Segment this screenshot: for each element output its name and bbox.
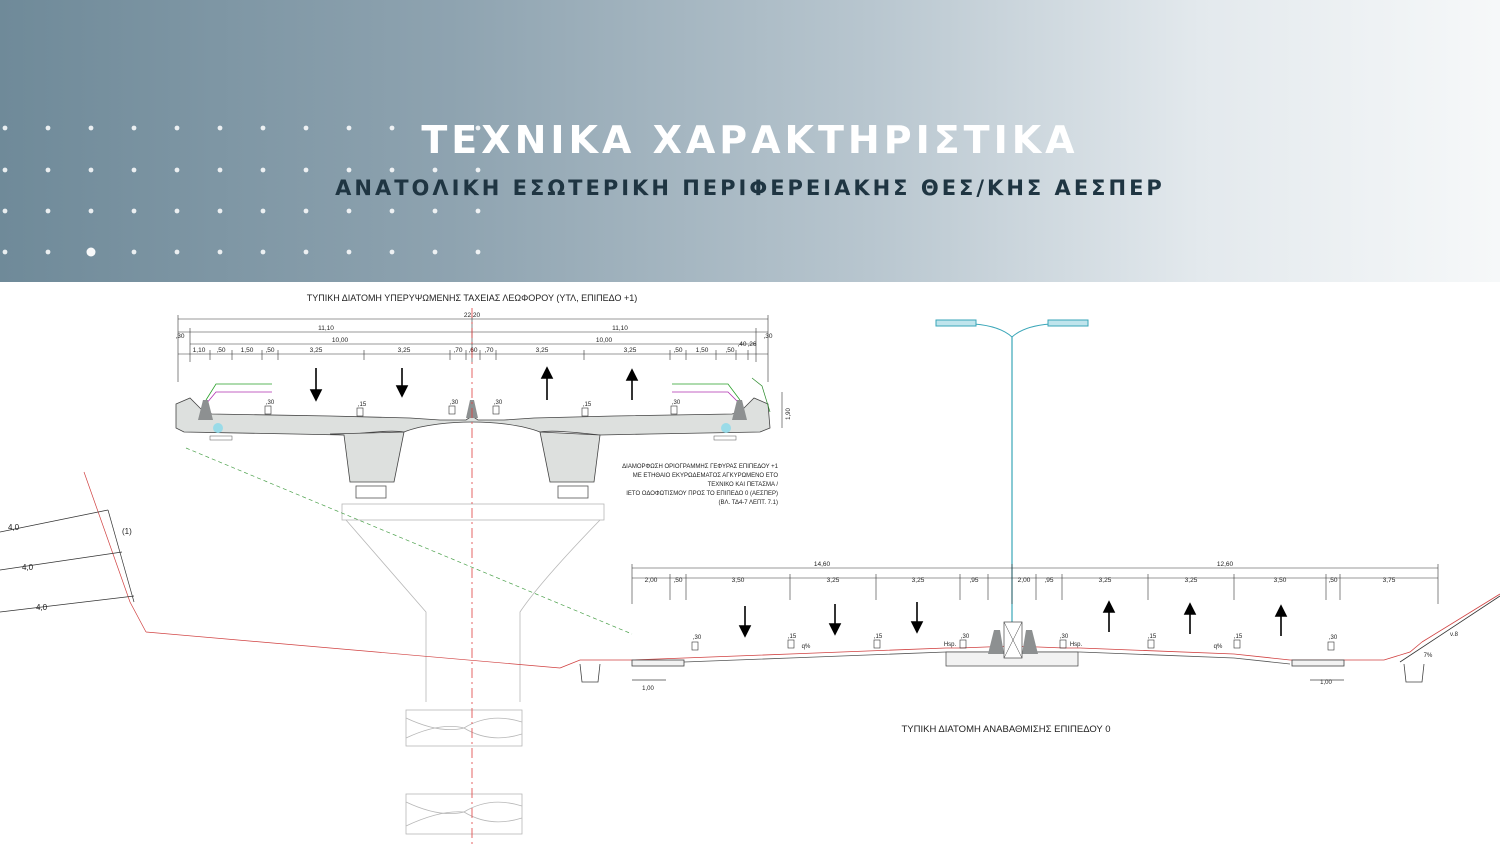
decorative-dot (476, 168, 481, 173)
decorative-dot (3, 209, 8, 214)
decorative-dot (390, 209, 395, 214)
dim-edge-left: ,30 (175, 333, 185, 340)
lower-level-6: ,15 (1233, 634, 1243, 640)
upper-level-3: ,30 (493, 400, 503, 406)
upper-level-5: ,30 (671, 400, 681, 406)
dim-half-left: 11,10 (318, 325, 334, 332)
decorative-dot (89, 168, 94, 173)
lower-level-0: ,30 (692, 635, 702, 641)
decorative-dot (433, 250, 438, 255)
lower-section-caption: ΤΥΠΙΚΗ ΔΙΑΤΟΜΗ ΑΝΑΒΑΘΜΙΣΗΣ ΕΠΙΠΕΔΟΥ 0 (901, 724, 1111, 735)
decorative-dot (261, 168, 266, 173)
dim-lane-13: ,50 (725, 347, 735, 354)
decorative-dot (433, 209, 438, 214)
crossfall-right: q% (1213, 644, 1223, 650)
dim-lower-lane-12: 3,75 (1382, 577, 1396, 584)
upper-level-4: ,15 (582, 402, 592, 408)
dim-lane-8: ,70 (484, 347, 494, 354)
dim-lower-half-right: 12,60 (1216, 561, 1234, 568)
decorative-dot (3, 168, 8, 173)
dim-lower-lane-5: ,95 (969, 577, 979, 584)
cross-section-drawing (0, 282, 1500, 844)
decorative-dot (390, 250, 395, 255)
dim-lane-11: ,50 (673, 347, 683, 354)
dim-lower-lane-10: 3,50 (1273, 577, 1287, 584)
kerb-right: Hsp. (1069, 642, 1083, 648)
left-embankment (0, 472, 560, 668)
dim-lane-4: 3,25 (309, 347, 323, 354)
pier-column (342, 504, 604, 834)
dim-lane-7: ,60 (468, 347, 478, 354)
decorative-dot (132, 168, 137, 173)
decorative-dot (3, 250, 8, 255)
page-subtitle: ΑΝΑΤΟΛΙΚΗ ΕΣΩΤΕΡΙΚΗ ΠΕΡΙΦΕΡΕΙΑΚΗΣ ΘΕΣ/ΚΗΣ ΑΕΣΠΕΡ (335, 176, 1165, 200)
decorative-dot (175, 168, 180, 173)
decorative-dot (132, 250, 137, 255)
dim-lane-9: 3,25 (535, 347, 549, 354)
dim-lane-10: 3,25 (623, 347, 637, 354)
drain-width-right: 1,00 (1320, 680, 1332, 686)
dim-lane-15: ,26 (747, 341, 757, 348)
dim-lane-1: ,50 (216, 347, 226, 354)
left-level-1: 4,0 (22, 563, 34, 572)
crossfall-left: q% (801, 644, 811, 650)
dim-lower-lane-3: 3,25 (826, 577, 840, 584)
dim-carriage-left: 10,00 (331, 337, 349, 344)
decorative-dot (175, 209, 180, 214)
decorative-dot (87, 248, 96, 257)
upper-traffic-arrows (311, 368, 637, 400)
decorative-dot (175, 250, 180, 255)
dim-lower-lane-0: 2,00 (644, 577, 658, 584)
dim-lower-lane-2: 3,50 (731, 577, 745, 584)
decorative-dot (46, 209, 51, 214)
lower-level-5: ,15 (1147, 634, 1157, 640)
dim-lower-half-left: 14,60 (813, 561, 831, 568)
drain-width-left: 1,00 (642, 686, 654, 692)
decorative-dot (89, 209, 94, 214)
lower-level-4: ,30 (1059, 634, 1069, 640)
decorative-dot (218, 209, 223, 214)
decorative-dot (132, 209, 137, 214)
lower-dimension-lines (632, 564, 1438, 604)
decorative-dot (218, 168, 223, 173)
dim-lower-lane-1: ,50 (673, 577, 683, 584)
kerb-left: Hsp. (943, 642, 957, 648)
page-title: ΤΕΧΝΙΚΑ ΧΑΡΑΚΤΗΡΙΣΤΙΚΑ (421, 118, 1079, 162)
decorative-dot (347, 250, 352, 255)
upper-level-1: ,15 (357, 402, 367, 408)
note-line-2: ΤΕΧΝΙΚΟ ΚΑΙ ΠΕΤΑΣΜΑ / (707, 482, 778, 488)
left-level-0: 4,0 (8, 523, 20, 532)
dim-lane-14: ,40 (737, 341, 747, 348)
decorative-dot (476, 209, 481, 214)
dim-lane-2: 1,50 (240, 347, 254, 354)
slope-percent: 7% (1423, 653, 1433, 659)
dim-total-width: 22,20 (463, 312, 481, 319)
upper-dimension-texts (175, 312, 772, 354)
decorative-dot (218, 250, 223, 255)
dim-edge-right: ,30 (763, 333, 773, 340)
lower-level-2: ,15 (873, 634, 883, 640)
decorative-dot (304, 250, 309, 255)
dim-depth: 1,90 (786, 408, 792, 420)
note-line-3: ΙΕΤΟ ΟΔΟΦΩΤΙΣΜΟΥ ΠΡΟΣ ΤΟ ΕΠΙΠΕΔΟ 0 (ΑΕΣΠΕΡ) (626, 491, 778, 497)
decorative-dot (261, 250, 266, 255)
dim-carriage-right: 10,00 (595, 337, 613, 344)
dim-lower-lane-6: 2,00 (1017, 577, 1031, 584)
dim-lower-lane-9: 3,25 (1184, 577, 1198, 584)
dim-lower-lane-4: 3,25 (911, 577, 925, 584)
note-line-4: (ΒΛ. ΤΔ4-7 ΛΕΠΤ. 7.1) (718, 500, 778, 506)
upper-level-2: ,30 (449, 400, 459, 406)
lower-level-3: ,30 (960, 634, 970, 640)
dim-half-right: 11,10 (612, 325, 628, 332)
decorative-dot (347, 209, 352, 214)
dim-lane-12: 1,50 (695, 347, 709, 354)
upper-note (622, 464, 778, 506)
decorative-dot (261, 209, 266, 214)
note-line-0: ΔΙΑΜΟΡΦΩΣΗ ΟΡΙΟΓΡΑΜΜΗΣ ΓΕΦΥΡΑΣ ΕΠΙΠΕΔΟΥ +1 (622, 464, 778, 470)
upper-section-caption: ΤΥΠΙΚΗ ΔΙΑΤΟΜΗ ΥΠΕΡΥΨΩΜΕΝΗΣ ΤΑΧΕΙΑΣ ΛΕΩΦΟΡΟΥ (ΥΤΛ, ΕΠΙΠΕΔΟ +1) (306, 293, 638, 303)
decorative-dot (433, 168, 438, 173)
dim-lane-6: ,70 (453, 347, 463, 354)
left-level-marker: (1) (122, 527, 132, 536)
slope-ratio: ν.8 (1449, 632, 1459, 638)
dim-lower-lane-8: 3,25 (1098, 577, 1112, 584)
lower-level-7: ,30 (1328, 635, 1338, 641)
lower-dimension-texts (645, 561, 1396, 584)
dim-lane-5: 3,25 (397, 347, 411, 354)
dim-lane-3: ,50 (265, 347, 275, 354)
dim-lane-0: 1,10 (192, 347, 206, 354)
decorative-dot (46, 168, 51, 173)
decorative-dot (304, 168, 309, 173)
decorative-dot (347, 168, 352, 173)
lower-level-1: ,15 (787, 634, 797, 640)
decorative-dot (390, 168, 395, 173)
dim-lower-lane-11: ,50 (1328, 577, 1338, 584)
note-line-1: ΜΕ ΕΤΗΘΑΙΟ ΕΚΥΡΩΔΕΜΑΤΟΣ ΑΓΚΥΡΩΜΕΝΟ ΕΤΟ (632, 473, 778, 479)
dim-lower-lane-7: ,95 (1044, 577, 1054, 584)
decorative-dot (304, 209, 309, 214)
upper-level-0: ,30 (265, 400, 275, 406)
left-level-2: 4,0 (36, 603, 48, 612)
header-banner (0, 0, 1500, 282)
decorative-dot (476, 250, 481, 255)
decorative-dot (46, 250, 51, 255)
